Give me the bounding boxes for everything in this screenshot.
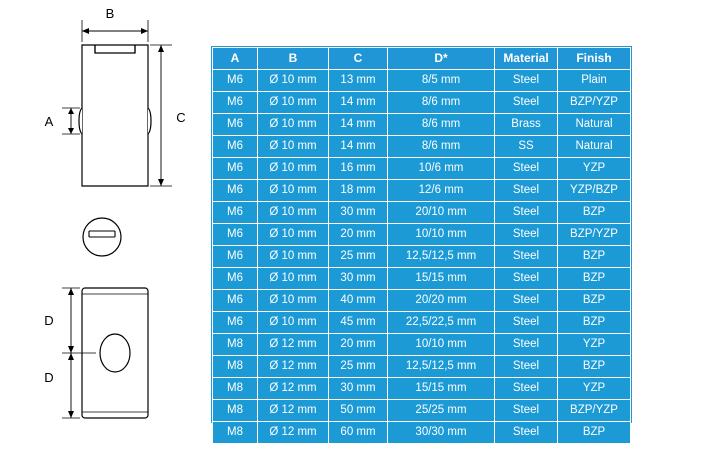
table-row [213,312,631,334]
table-cell: Ø 10 mm [258,180,329,202]
table-cell: SS [495,136,558,158]
table-cell: BZP/YZP [558,224,631,246]
table-row [213,422,631,444]
header-cell-c: C [329,48,388,70]
table-cell: Ø 12 mm [258,400,329,422]
table-cell: Steel [495,70,558,92]
through-hole [100,334,130,372]
table-cell: Ø 10 mm [258,246,329,268]
c-arrow-bottom [158,179,164,186]
table-cell: 20/10 mm [388,202,495,224]
table-row [213,158,631,180]
specification-table [212,47,631,444]
table-cell: 14 mm [329,114,388,136]
table-cell: 25 mm [329,356,388,378]
header-cell-d: D* [388,48,495,70]
table-cell: 12,5/12,5 mm [388,246,495,268]
table-cell: Steel [495,400,558,422]
d-bottom-arrow-up [68,353,74,360]
table-cell: Plain [558,70,631,92]
table-cell: 22,5/22,5 mm [388,312,495,334]
table-cell: M6 [213,136,258,158]
table-cell: Steel [495,224,558,246]
c-arrow-top [158,45,164,52]
table-cell: Steel [495,422,558,444]
table-cell: Natural [558,114,631,136]
table-cell: Steel [495,92,558,114]
table-cell: M8 [213,422,258,444]
table-cell: YZP [558,378,631,400]
d-bottom-arrow-down [68,411,74,418]
table-cell: Steel [495,378,558,400]
table-row [213,92,631,114]
thread-hole-left-profile [79,108,82,134]
table-cell: 15/15 mm [388,268,495,290]
table-cell: Steel [495,268,558,290]
table-cell: YZP [558,334,631,356]
table-cell: 20/20 mm [388,290,495,312]
end-view-drawing [83,218,121,256]
table-cell: 8/5 mm [388,70,495,92]
b-arrow-right [141,28,148,34]
front-view-drawing [44,288,148,418]
table-cell: 25 mm [329,246,388,268]
table-cell: Ø 10 mm [258,224,329,246]
table-cell: Natural [558,136,631,158]
barrel-body-outline [82,45,148,186]
table-row [213,136,631,158]
table-cell: M6 [213,114,258,136]
table-cell: 30/30 mm [388,422,495,444]
table-cell: Ø 10 mm [258,202,329,224]
table-cell: Ø 10 mm [258,92,329,114]
table-cell: 8/6 mm [388,114,495,136]
table-cell: YZP [558,158,631,180]
table-cell: M6 [213,224,258,246]
table-cell: Ø 12 mm [258,422,329,444]
table-row [213,356,631,378]
table-cell: Ø 10 mm [258,136,329,158]
table-cell: M6 [213,202,258,224]
table-row [213,378,631,400]
label-d-bottom: D [44,370,54,385]
table-cell: Ø 10 mm [258,70,329,92]
drawings-svg [0,0,210,467]
table-cell: Steel [495,158,558,180]
table-cell: 10/10 mm [388,224,495,246]
table-cell: 14 mm [329,92,388,114]
table-cell: 12,5/12,5 mm [388,356,495,378]
thread-hole-right-profile [148,108,151,134]
table-cell: Ø 12 mm [258,356,329,378]
label-d-top: D [44,313,54,328]
table-cell: 8/6 mm [388,92,495,114]
table-cell: Ø 12 mm [258,334,329,356]
table-cell: Brass [495,114,558,136]
table-cell: 20 mm [329,334,388,356]
table-cell: Ø 10 mm [258,114,329,136]
table-row [213,114,631,136]
table-cell: 20 mm [329,224,388,246]
table-cell: M8 [213,400,258,422]
table-cell: 45 mm [329,312,388,334]
table-cell: BZP [558,202,631,224]
header-cell-material: Material [495,48,558,70]
table-row [213,246,631,268]
table-cell: Steel [495,246,558,268]
table-cell: M6 [213,312,258,334]
table-cell: 15/15 mm [388,378,495,400]
table-cell: M6 [213,180,258,202]
table-cell: BZP [558,246,631,268]
table-cell: BZP/YZP [558,400,631,422]
table-cell: 30 mm [329,268,388,290]
b-arrow-left [82,28,89,34]
table-cell: 16 mm [329,158,388,180]
table-cell: Steel [495,290,558,312]
a-arrow-top [68,108,74,114]
table-row [213,334,631,356]
table-cell: Ø 10 mm [258,290,329,312]
table-cell: 50 mm [329,400,388,422]
label-c: C [176,110,186,125]
table-cell: Ø 10 mm [258,158,329,180]
table-cell: 18 mm [329,180,388,202]
table-cell: M6 [213,246,258,268]
table-cell: Steel [495,180,558,202]
table-cell: BZP/YZP [558,92,631,114]
table-header-row [213,48,631,70]
table-cell: M8 [213,356,258,378]
a-arrow-bottom [68,128,74,134]
table-cell: BZP [558,356,631,378]
table-row [213,202,631,224]
table-row [213,400,631,422]
table-cell: M6 [213,158,258,180]
d-top-arrow-up [68,288,74,295]
header-cell-b: B [258,48,329,70]
table-cell: M6 [213,92,258,114]
technical-drawings-panel [0,0,210,467]
table-cell: YZP/BZP [558,180,631,202]
table-cell: M6 [213,70,258,92]
table-cell: 30 mm [329,202,388,224]
table-cell: 30 mm [329,378,388,400]
table-cell: BZP [558,312,631,334]
table-cell: 13 mm [329,70,388,92]
table-row [213,70,631,92]
table-cell: BZP [558,268,631,290]
header-cell-a: A [213,48,258,70]
table-cell: BZP [558,290,631,312]
table-cell: Steel [495,334,558,356]
table-row [213,290,631,312]
table-cell: 10/10 mm [388,334,495,356]
side-view-drawing [45,6,186,186]
table-cell: 25/25 mm [388,400,495,422]
table-cell: Ø 12 mm [258,378,329,400]
table-cell: 8/6 mm [388,136,495,158]
table-cell: BZP [558,422,631,444]
table-cell: Steel [495,312,558,334]
table-cell: Steel [495,202,558,224]
header-cell-finish: Finish [558,48,631,70]
label-a: A [44,114,54,129]
table-row [213,224,631,246]
table-cell: Steel [495,356,558,378]
table-cell: M6 [213,290,258,312]
label-b: B [105,6,115,21]
table-row [213,180,631,202]
table-row [213,268,631,290]
table-cell: M8 [213,334,258,356]
d-top-arrow-down [68,346,74,353]
table-cell: 60 mm [329,422,388,444]
table-cell: Ø 10 mm [258,268,329,290]
table-body [213,70,631,444]
table-cell: 14 mm [329,136,388,158]
table-cell: M6 [213,268,258,290]
table-cell: 40 mm [329,290,388,312]
table-cell: Ø 10 mm [258,312,329,334]
table-cell: 10/6 mm [388,158,495,180]
table-cell: M8 [213,378,258,400]
table-cell: 12/6 mm [388,180,495,202]
